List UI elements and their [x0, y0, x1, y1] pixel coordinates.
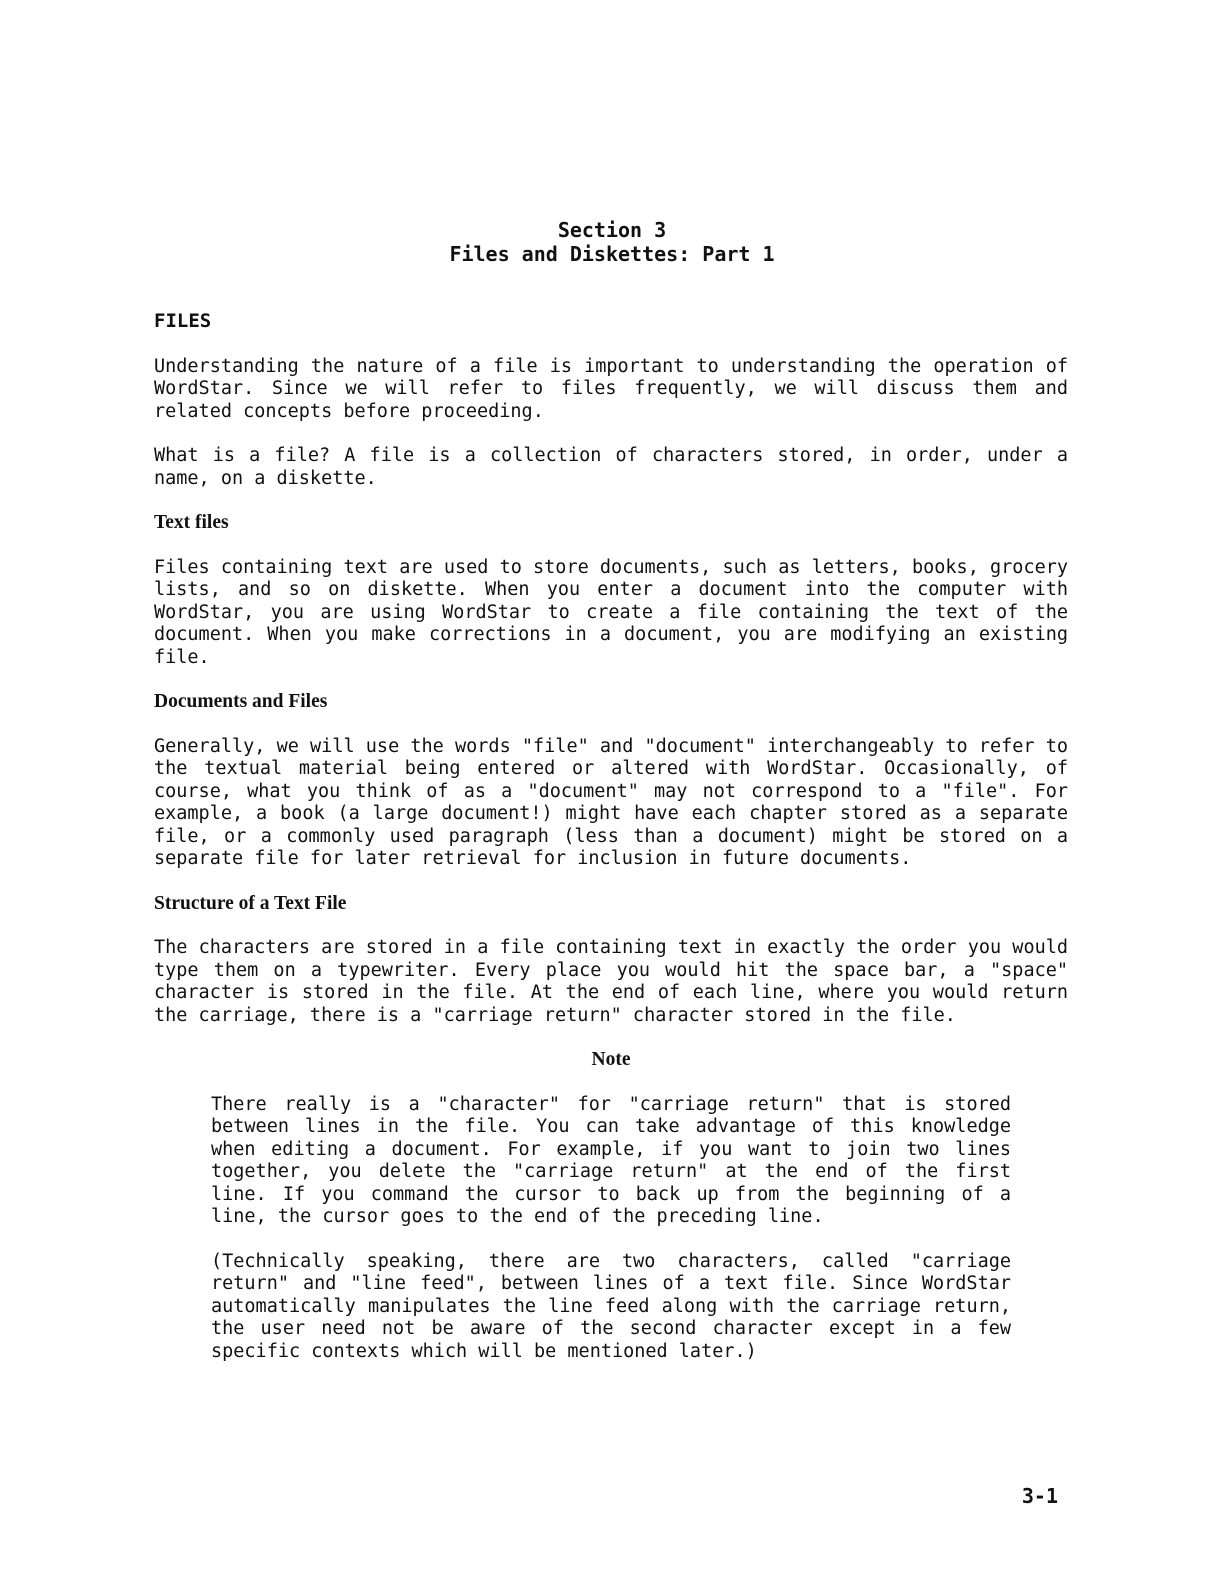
note-heading: Note	[591, 1049, 631, 1070]
files-heading: FILES	[154, 310, 212, 332]
intro-paragraph: What is a file? A file is a collection of characters stored, in order, under a name, on a diskette.	[154, 445, 1068, 489]
documents-and-files-heading: Documents and Files	[154, 691, 328, 712]
documents-and-files-paragraph: Generally, we will use the words "file" and "document" interchangeably to refer to the textual material being entered or altered with WordStar. Occasionally, of course, what you think of as a "document" may not correspond to a "file". For example, a book (a large document!) might have each chapter stored as a separate file, or a commonly used paragraph (less than a document) might be stored on a separate file for later retrieval for inclusion in future documents.	[154, 735, 1068, 869]
text-files-heading: Text files	[154, 512, 229, 533]
text-files-paragraph: Files containing text are used to store documents, such as letters, books, grocery lists, and so on diskette. When you enter a document into the computer with WordStar, you are using WordStar to create a file containing the text of the document. When you make corrections in a document, you are modifying an existing file.	[154, 556, 1068, 668]
structure-heading: Structure of a Text File	[154, 892, 347, 914]
document-body	[154, 310, 1068, 1385]
note-paragraph: There really is a "character" for "carriage return" that is stored between lines in the file. You can take advantage of this knowledge when editing a document. For example, if you want to join two lines together, you delete the "carriage return" at the end of the first line. If you command the cursor to back up from the beginning of a line, the cursor goes to the end of the preceding line.	[211, 1093, 1011, 1227]
page-number: 3-1	[1021, 1484, 1058, 1508]
structure-paragraph: The characters are stored in a file containing text in exactly the order you would type them on a typewriter. Every place you would hit the space bar, a "space" character is stored in the file. At the end of each line, where you would return the carriage, there is a "carriage return" character stored in the file.	[154, 937, 1068, 1026]
note-body	[211, 1094, 1011, 1364]
section-subtitle: Files and Diskettes: Part 1	[449, 242, 775, 266]
section-title: Section 3	[557, 218, 667, 242]
intro-paragraph: Understanding the nature of a file is important to understanding the operation of WordStar. Since we will refer to files frequently, we will discuss them and related concepts before proceeding.	[154, 355, 1068, 422]
section-title-block	[0, 218, 1224, 266]
note-paragraph: (Technically speaking, there are two characters, called "carriage return" and "line feed", between lines of a text file. Since WordStar automatically manipulates the line feed along with the carriage return, the user need not be aware of the second character except in a few specific contexts which will be mentioned later.)	[211, 1250, 1011, 1362]
